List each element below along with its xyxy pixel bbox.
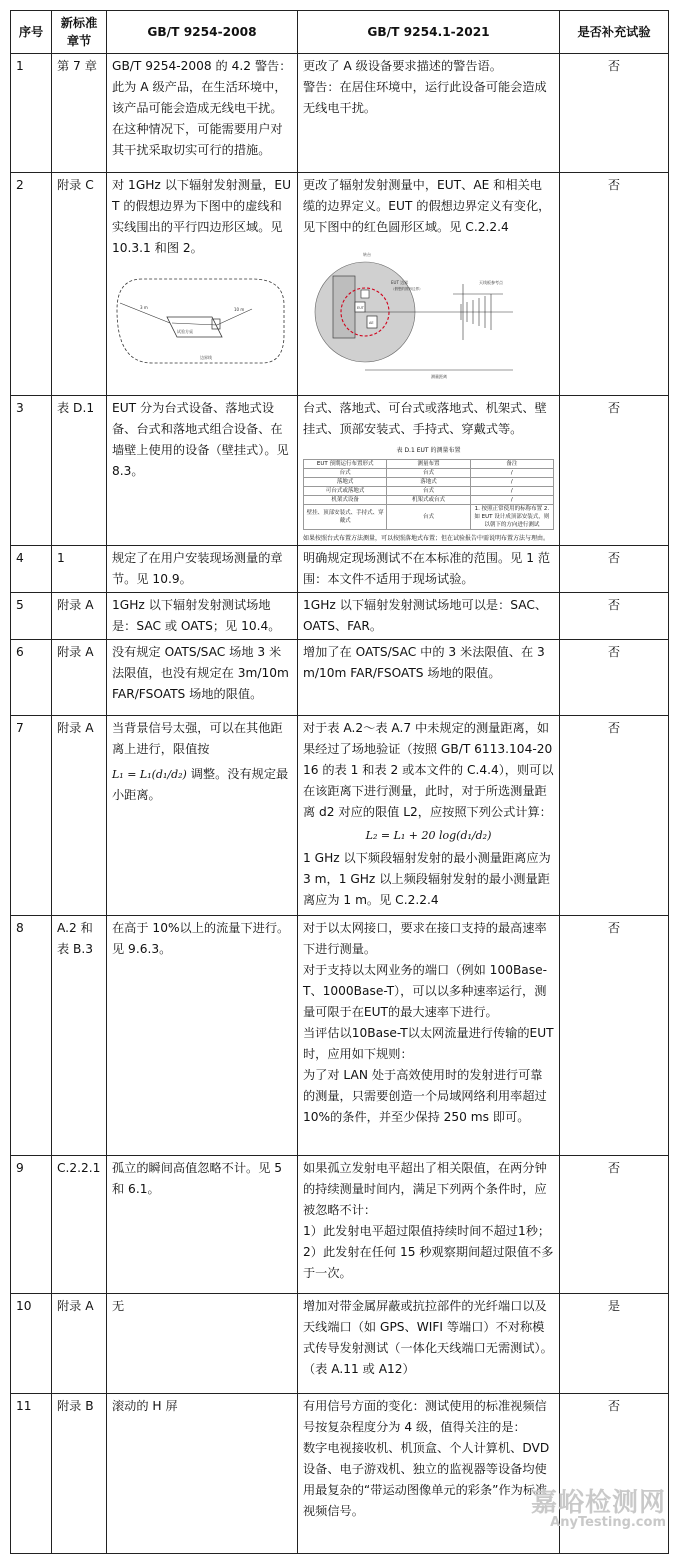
header-chapter: 新标准章节 bbox=[52, 11, 107, 54]
cell-chapter: 附录 A bbox=[52, 1294, 107, 1394]
cell-extra: 否 bbox=[560, 396, 669, 546]
cell-no: 9 bbox=[11, 1156, 52, 1294]
mini-cell: 台式 bbox=[387, 487, 470, 496]
mini-cell: 台式 bbox=[387, 469, 470, 478]
cell-extra: 否 bbox=[560, 716, 669, 916]
cell-new: 明确规定现场测试不在本标准的范围。见 1 范围：本文件不适用于现场试验。 bbox=[298, 546, 560, 593]
mini-col: EUT 预期运行布置形式 bbox=[304, 460, 387, 469]
mini-cell: 机架式设备 bbox=[304, 496, 387, 505]
cell-extra: 否 bbox=[560, 546, 669, 593]
mini-cell: / bbox=[470, 496, 553, 505]
table-row bbox=[11, 716, 669, 916]
cell-old: 对 1GHz 以下辐射发射测量，EUT 的假想边界为下图中的虚线和实线围出的平行四边形区域。见 10.3.1 和图 2。 bbox=[112, 178, 292, 255]
header-no: 序号 bbox=[11, 11, 52, 54]
new-fig-ae: AE bbox=[369, 321, 374, 325]
table-row bbox=[11, 54, 669, 173]
old-fig-dist1: 3 m bbox=[140, 305, 148, 310]
cell-no: 2 bbox=[11, 173, 52, 396]
mini-col: 备注 bbox=[470, 460, 553, 469]
header-extra-test: 是否补充试验 bbox=[560, 11, 669, 54]
table-row bbox=[11, 1294, 669, 1394]
cell-old: 当背景信号太强，可以在其他距离上进行，限值按 bbox=[112, 721, 283, 756]
cell-extra: 否 bbox=[560, 1394, 669, 1554]
new-fig-eut: EUT bbox=[357, 306, 364, 310]
cell-chapter: 1 bbox=[52, 546, 107, 593]
mini-col: 测量布置 bbox=[387, 460, 470, 469]
cell-new: 增加了在 OATS/SAC 中的 3 米法限值、在 3m/10m FAR/FSOATS 场地的限值。 bbox=[298, 640, 560, 716]
comparison-table bbox=[10, 10, 669, 1554]
mini-cell: 台式 bbox=[387, 505, 470, 530]
cell-new: 对于表 A.2～表 A.7 中未规定的测量距离，如果经过了场地验证（按照 GB/T 6113.104-2016 的表 1 和表 2 或本文件的 C.4.4），则可以在该距离下进行测量，此时，对于所选测量距离 d2 对应的限值 L2，应按照下列公式计算： bbox=[303, 721, 554, 819]
cell-no: 11 bbox=[11, 1394, 52, 1554]
cell-extra: 否 bbox=[560, 640, 669, 716]
cell-extra: 否 bbox=[560, 1156, 669, 1294]
cell-no: 6 bbox=[11, 640, 52, 716]
cell-old: 规定了在用户安装现场测量的章节。见 10.9。 bbox=[107, 546, 298, 593]
cell-new: 有用信号方面的变化：测试使用的标准视频信号按复杂程度分为 4 级，值得关注的是： 数字电视接收机、机顶盒、个人计算机、DVD设备、电子游戏机、独立的监视器等设备均使用最复杂的“带运动图像单元的彩条”作为标准视频信号。 bbox=[298, 1394, 560, 1554]
cell-extra: 是 bbox=[560, 1294, 669, 1394]
cell-old-cont: 调整。没有规定最小距离。 bbox=[112, 767, 289, 802]
new-fig-eut-boundary: EUT 边界 bbox=[391, 280, 409, 285]
header-old-standard: GB/T 9254-2008 bbox=[107, 11, 298, 54]
mini-cell: / bbox=[470, 478, 553, 487]
cell-extra: 否 bbox=[560, 916, 669, 1156]
cell-old: GB/T 9254-2008 的 4.2 警告：此为 A 级产品，在生活环境中，该产品可能会造成无线电干扰。在这种情况下，可能需要用户对其干扰采取切实可行的措施。 bbox=[107, 54, 298, 173]
cell-extra: 否 bbox=[560, 593, 669, 640]
old-fig-eut: 试验方桌 bbox=[177, 329, 193, 334]
mini-cell: 落地式 bbox=[387, 478, 470, 487]
cell-no: 10 bbox=[11, 1294, 52, 1394]
cell-no: 4 bbox=[11, 546, 52, 593]
mini-cell: / bbox=[470, 487, 553, 496]
new-fig-distance: 测量距离 bbox=[431, 374, 447, 379]
cell-old: 滚动的 H 屏 bbox=[107, 1394, 298, 1554]
cell-old: 在高于 10%以上的流量下进行。见 9.6.3。 bbox=[107, 916, 298, 1156]
cell-old-wrap bbox=[107, 716, 298, 916]
table-row bbox=[11, 546, 669, 593]
mini-cell: / bbox=[470, 469, 553, 478]
table-row bbox=[11, 916, 669, 1156]
table-header-row bbox=[11, 11, 669, 54]
mini-cell: 1. 按照正常使用的标称布置 2. 如 EUT 设计成顶部安装式，则以朝下的方向进行测试 bbox=[470, 505, 553, 530]
cell-new: 增加对带金属屏蔽或抗拉部件的光纤端口以及天线端口（如 GPS、WIFI 等端口）不对称模式传导发射测试（一体化天线端口无需测试）。（表 A.11 或 A12） bbox=[298, 1294, 560, 1394]
new-fig-ref: 转台 bbox=[363, 252, 371, 257]
mini-cell: 机架式或台式 bbox=[387, 496, 470, 505]
cell-old: 孤立的瞬间高值忽略不计。见 5 和 6.1。 bbox=[107, 1156, 298, 1294]
cell-no: 7 bbox=[11, 716, 52, 916]
mini-table-title: 表 D.1 EUT 的测量布置 bbox=[396, 447, 461, 454]
old-formula: L₁ = L₁(d₁/d₂) bbox=[112, 768, 187, 781]
watermark-en: AnyTesting.com bbox=[550, 1515, 666, 1530]
cell-no: 3 bbox=[11, 396, 52, 546]
new-fig-eut-boundary-sub: （假想的圆形边界） bbox=[391, 287, 423, 291]
new-boundary-figure bbox=[303, 244, 553, 384]
cell-chapter: 表 D.1 bbox=[52, 396, 107, 546]
watermark-cn: 嘉峪检测网 bbox=[530, 1488, 666, 1518]
cell-chapter: 附录 A bbox=[52, 640, 107, 716]
header-new-standard: GB/T 9254.1-2021 bbox=[298, 11, 560, 54]
mini-cell: 可台式或落地式 bbox=[304, 487, 387, 496]
mini-cell: 落地式 bbox=[304, 478, 387, 487]
cell-old-wrap bbox=[107, 173, 298, 396]
cell-no: 1 bbox=[11, 54, 52, 173]
cell-old: EUT 分为台式设备、落地式设备、台式和落地式组合设备、在墙壁上使用的设备（壁挂式）。见 8.3。 bbox=[107, 396, 298, 546]
cell-old: 1GHz 以下辐射发射测试场地是：SAC 或 OATS；见 10.4。 bbox=[107, 593, 298, 640]
mini-table bbox=[303, 459, 554, 530]
cell-new: 对于以太网接口，要求在接口支持的最高速率下进行测量。 对于支持以太网业务的端口（例如 100Base-T、1000Base-T），可以以多种速率运行，测量可限于在EUT的最大速率下进行。 当评估以10Base-T以太网流量进行传输的EUT时，应用如下规则： 为了对 LAN 处于高效使用时的发射进行可靠的测量，只需要创造一个局域网络利用率超过 10%的条件，并至少保持 250 ms 即可。 bbox=[298, 916, 560, 1156]
cell-chapter: 附录 A bbox=[52, 716, 107, 916]
new-fig-antenna: 天线板参考点 bbox=[479, 280, 503, 285]
cell-no: 8 bbox=[11, 916, 52, 1156]
old-boundary-figure bbox=[112, 265, 290, 375]
mini-cell: 台式 bbox=[304, 469, 387, 478]
mini-table-note: 如果按照台式布置方法测量，可以按照落地式布置；但在试验报告中需说明布置方法与理由。 bbox=[303, 535, 550, 542]
cell-extra: 否 bbox=[560, 173, 669, 396]
cell-new-cont: 1 GHz 以下频段辐射发射的最小测量距离应为 3 m，1 GHz 以上频段辐射发射的最小测量距离应为 1 m。见 C.2.2.4 bbox=[303, 851, 551, 907]
cell-new-wrap bbox=[298, 716, 560, 916]
cell-chapter: C.2.2.1 bbox=[52, 1156, 107, 1294]
new-formula: L₂ = L₁ + 20 log(d₁/d₂) bbox=[365, 829, 492, 842]
cell-no: 5 bbox=[11, 593, 52, 640]
cell-chapter: A.2 和表 B.3 bbox=[52, 916, 107, 1156]
cell-new: 1GHz 以下辐射发射测试场地可以是：SAC、OATS、FAR。 bbox=[298, 593, 560, 640]
cell-new-wrap bbox=[298, 396, 560, 546]
old-fig-boundary: 边界线 bbox=[200, 355, 212, 360]
table-row bbox=[11, 173, 669, 396]
table-row bbox=[11, 640, 669, 716]
cell-chapter: 附录 A bbox=[52, 593, 107, 640]
cell-new: 更改了辐射发射测量中，EUT、AE 和相关电缆的边界定义。EUT 的假想边界定义有变化，见下图中的红色圆形区域。见 C.2.2.4 bbox=[303, 178, 551, 234]
mini-cell: 壁挂、顶部安装式、手持式、穿戴式 bbox=[304, 505, 387, 530]
cell-new: 更改了 A 级设备要求描述的警告语。 警告：在居住环境中，运行此设备可能会造成无线电干扰。 bbox=[298, 54, 560, 173]
cell-chapter: 附录 B bbox=[52, 1394, 107, 1554]
cell-new: 如果孤立发射电平超出了相关限值，在两分钟的持续测量时间内，满足下列两个条件时，应被忽略不计： 1）此发射电平超过限值持续时间不超过1秒； 2）此发射在任何 15 秒观察期间超过限值不多于一次。 bbox=[298, 1156, 560, 1294]
table-row bbox=[11, 1156, 669, 1294]
cell-chapter: 第 7 章 bbox=[52, 54, 107, 173]
table-row bbox=[11, 593, 669, 640]
cell-chapter: 附录 C bbox=[52, 173, 107, 396]
cell-old: 没有规定 OATS/SAC 场地 3 米法限值，也没有规定在 3m/10m FAR/FSOATS 场地的限值。 bbox=[107, 640, 298, 716]
cell-new: 台式、落地式、可台式或落地式、机架式、壁挂式、顶部安装式、手持式、穿戴式等。 bbox=[303, 401, 547, 436]
cell-new-wrap bbox=[298, 173, 560, 396]
cell-extra: 否 bbox=[560, 54, 669, 173]
table-row bbox=[11, 396, 669, 546]
old-fig-dist2: 10 m bbox=[234, 307, 245, 312]
watermark bbox=[531, 1490, 666, 1529]
cell-old: 无 bbox=[107, 1294, 298, 1394]
